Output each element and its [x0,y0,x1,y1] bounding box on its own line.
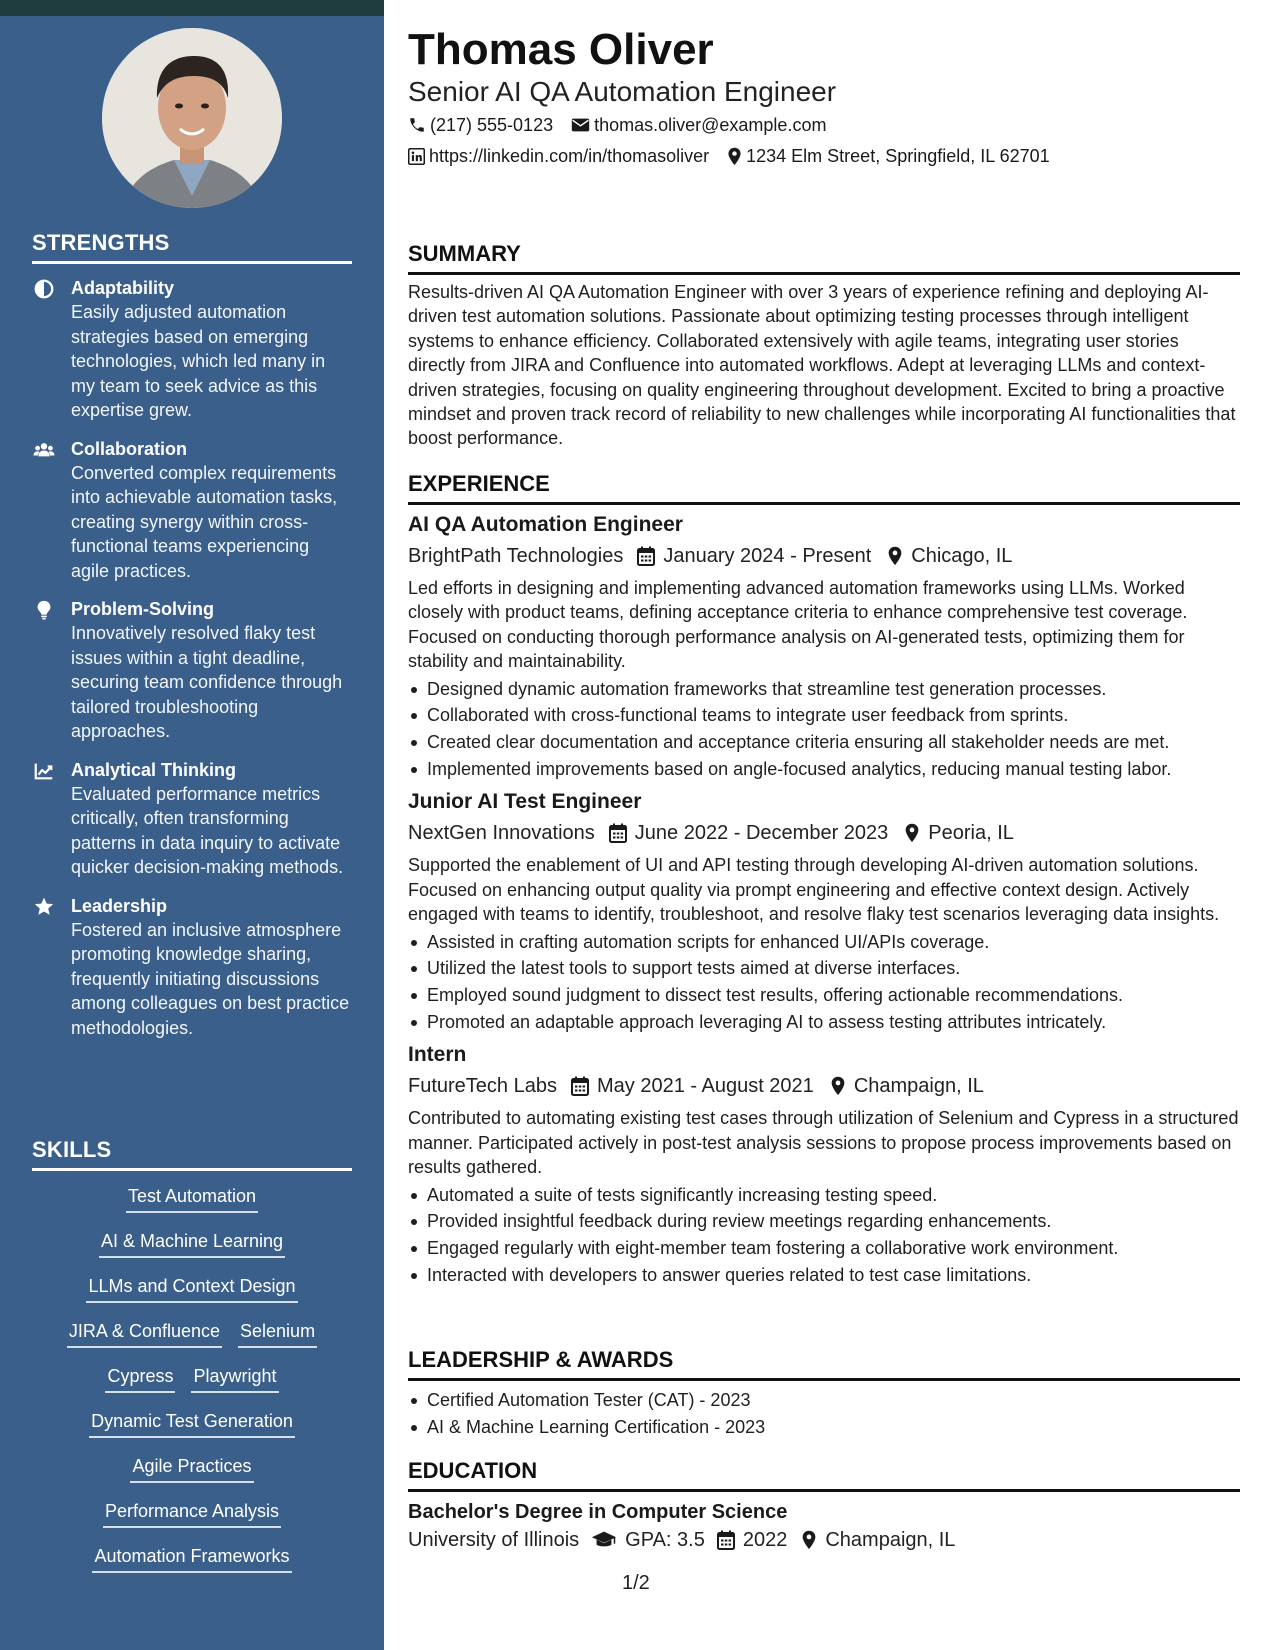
map-pin-icon [830,1076,846,1096]
skills-section [32,1137,352,1588]
education-section [408,1457,1240,1554]
list-item: Employed sound judgment to dissect test results, offering actionable recommendations. [408,982,1240,1009]
summary-section [408,240,1240,451]
candidate-title: Senior AI QA Automation Engineer [408,76,837,107]
envelope-icon [571,117,590,133]
calendar-icon [637,546,655,566]
job-location: Peoria, IL [928,822,1014,845]
job-title: Intern [408,1043,467,1067]
phone-icon [408,116,426,134]
strength-item [32,894,352,1041]
skill-tag: Agile Practices [130,1453,253,1483]
lightbulb-icon [33,599,55,621]
email-contact[interactable] [571,113,826,137]
experience-section [408,470,1240,1289]
skill-tag: AI & Machine Learning [99,1228,285,1258]
star-icon [33,896,55,918]
strengths-heading: STRENGTHS [32,230,352,264]
graduation-year: 2022 [742,1529,788,1551]
strength-description: Converted complex requirements into achievable automation tasks, creating synergy within cross-functional teams experiencing agile practices. [71,462,338,581]
list-item: Created clear documentation and acceptance criteria ensuring all stakeholder needs are met. [408,729,1240,756]
awards-list [408,1387,1240,1440]
list-item: Utilized the latest tools to support tests aimed at diverse interfaces. [408,955,1240,982]
gpa-text: GPA: 3.5 [625,1529,705,1551]
address-text: 1234 Elm Street, Springfield, IL 62701 [746,146,1050,166]
job-entry [408,1041,1240,1288]
sidebar [0,0,384,1650]
list-item: Interacted with developers to answer queries related to test case limitations. [408,1262,1240,1289]
avatar [102,28,282,208]
strength-item [32,758,352,880]
strength-title: Collaboration [71,438,187,459]
job-location: Champaign, IL [853,1075,984,1098]
page-number: 1/2 [622,1572,650,1594]
strength-item [32,276,352,423]
job-meta [408,1072,1240,1100]
list-item: Collaborated with cross-functional teams to integrate user feedback from sprints. [408,702,1240,729]
skill-tag: LLMs and Context Design [86,1273,297,1303]
email-text: thomas.oliver@example.com [594,115,827,135]
job-location: Chicago, IL [911,545,1013,567]
strength-item [32,437,352,584]
skills-heading: SKILLS [32,1137,352,1171]
phone-contact[interactable] [408,113,553,137]
job-description: Contributed to automating existing test cases through utilization of Selenium and Cypress in a structured manner. Participated actively in post-test analysis sessions to propose process improvements based on results gathered. [408,1108,1239,1178]
job-meta [408,542,1240,570]
list-item: Provided insightful feedback during review meetings regarding enhancements. [408,1208,1240,1235]
strength-description: Fostered an inclusive atmosphere promoting knowledge sharing, frequently initiating discussions among colleagues on best practice methodologies. [71,919,350,1038]
awards-section [408,1346,1240,1440]
strength-description: Innovatively resolved flaky test issues within a tight deadline, securing team confidence through tailored troubleshooting approaches. [71,623,343,741]
list-item: Certified Automation Tester (CAT) - 2023 [408,1387,1240,1414]
list-item: Engaged regularly with eight-member team fostering a collaborative work environment. [408,1235,1240,1262]
education-location: Champaign, IL [825,1529,956,1551]
list-item: Promoted an adaptable approach leveraging AI to assess testing attributes intricately. [408,1009,1240,1036]
school-name: University of Illinois [408,1529,580,1551]
map-pin-icon [727,147,742,166]
calendar-icon [571,1076,589,1096]
strength-description: Evaluated performance metrics critically, often transforming patterns in data inquiry to activate quicker decision-making methods. [71,783,344,877]
contact-row-2 [408,144,1068,168]
sidebar-top-bar [0,0,384,16]
degree-title: Bachelor's Degree in Computer Science [408,1501,788,1523]
strength-title: Analytical Thinking [71,759,237,780]
strength-title: Problem-Solving [71,599,215,619]
skill-tag: Automation Frameworks [92,1543,291,1573]
job-bullets [408,1182,1240,1289]
chart-line-icon [33,760,55,782]
strengths-section [32,230,352,1040]
company-name: BrightPath Technologies [408,545,624,567]
map-pin-icon [904,823,920,843]
skill-tag: Test Automation [126,1183,258,1213]
strength-item [32,597,352,744]
calendar-icon [609,823,627,843]
experience-heading: EXPERIENCE [408,470,1240,505]
summary-heading: SUMMARY [408,240,1240,275]
job-entry [408,511,1240,782]
list-item: Automated a suite of tests significantly increasing testing speed. [408,1182,1240,1209]
linkedin-icon [408,148,425,165]
skill-tag: Playwright [191,1363,278,1393]
map-pin-icon [887,546,903,566]
half-circle-icon [33,278,55,300]
education-heading: EDUCATION [408,1457,1240,1492]
phone-text: (217) 555-0123 [430,115,554,135]
map-pin-icon [801,1530,817,1550]
list-item: AI & Machine Learning Certification - 2023 [408,1414,1240,1441]
skill-tag: Selenium [238,1318,317,1348]
company-name: NextGen Innovations [408,822,595,845]
company-name: FutureTech Labs [408,1075,557,1098]
calendar-icon [717,1530,735,1550]
job-bullets [408,676,1240,783]
linkedin-contact[interactable] [408,144,709,168]
job-title: Junior AI Test Engineer [408,790,642,814]
job-title: AI QA Automation Engineer [408,513,683,536]
job-entry [408,788,1240,1035]
skill-tag: Performance Analysis [103,1498,281,1528]
job-dates: June 2022 - December 2023 [634,822,889,845]
education-meta [408,1526,1240,1554]
skill-tag: Dynamic Test Generation [89,1408,295,1438]
job-dates: May 2021 - August 2021 [596,1075,814,1098]
strength-title: Leadership [71,895,168,916]
linkedin-text: https://linkedin.com/in/thomasoliver [429,146,710,166]
job-bullets [408,929,1240,1036]
contact-row [408,113,844,137]
address-contact [727,144,1050,168]
graduation-cap-icon [591,1530,617,1550]
candidate-name: Thomas Oliver [408,25,714,74]
skill-tag: Cypress [105,1363,175,1393]
job-meta [408,819,1240,847]
users-icon [33,439,55,461]
job-dates: January 2024 - Present [663,545,872,567]
skills-list [32,1183,352,1588]
awards-heading: LEADERSHIP & AWARDS [408,1346,1240,1381]
avatar-photo [102,28,282,208]
job-description: Led efforts in designing and implementing advanced automation frameworks using LLMs. Worked closely with product teams, defining acceptance criteria to enhance comprehensive test coverage. Focused on conducting thorough performance analysis on AI-generated tests, optimizing them for stability and maintainability. [408,578,1188,672]
strength-description: Easily adjusted automation strategies based on emerging technologies, which led many in my team to seek advice as this expertise grew. [71,302,326,420]
strength-title: Adaptability [71,278,175,298]
list-item: Assisted in crafting automation scripts for enhanced UI/APIs coverage. [408,929,1240,956]
list-item: Designed dynamic automation frameworks that streamline test generation processes. [408,676,1240,703]
skill-tag: JIRA & Confluence [67,1318,222,1348]
job-description: Supported the enablement of UI and API testing through developing AI-driven automation solutions. Focused on enhancing output quality via prompt engineering and effective context design. Actively engaged with teams to identify, troubleshoot, and resolve flaky test scenarios leveraging data insights. [408,855,1220,925]
list-item: Implemented improvements based on angle-focused analytics, reducing manual testing labor. [408,756,1240,783]
summary-text: Results-driven AI QA Automation Engineer with over 3 years of experience refining and deploying AI-driven test automation solutions. Passionate about optimizing testing processes through intelligent systems to enhance efficiency. Collaborated extensively with agile teams, integrating user stories directly from JIRA and Confluence into automated workflows. Adept at leveraging LLMs and context-driven strategies, focusing on quality engineering throughout development. Excited to bring a proactive mindset and proven track record of reliability to new challenges while incorporating AI functionalities that boost performance. [408,282,1236,449]
